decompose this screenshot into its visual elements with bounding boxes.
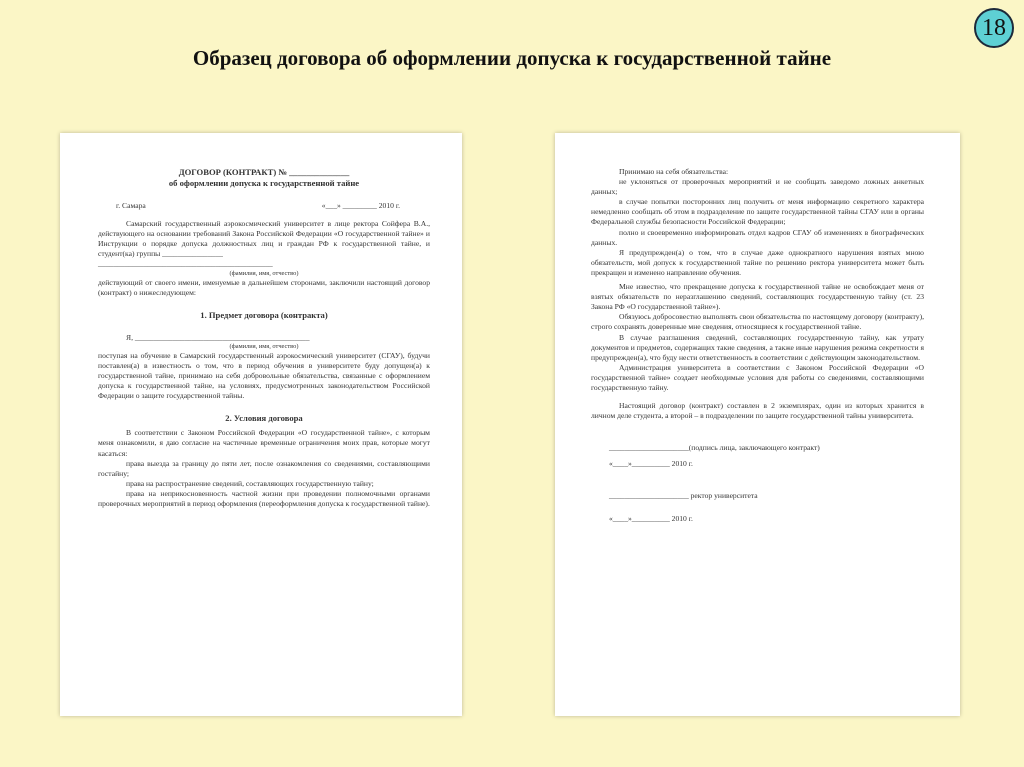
obligation-3: полно и своевременно информировать отдел кадров СГАУ об изменениях в биографических данных. [591,227,924,247]
parties-paragraph: действующий от своего имени, именуемые в дальнейшем сторонами, заключили настоящий договор (контракт) о нижеследующем: [98,277,430,297]
contract-page-1 [60,133,462,716]
rector-signature-line: _____________________ ректор университета [609,491,758,501]
student-signature-line: _____________________(подпись лица, заключающего контракт) [609,443,820,453]
liability-paragraph: В случае разглашения сведений, составляющих государственную тайну, как утрату документов и предметов, содержащих такие сведения, а также иные нарушения режима секретности я предупрежден(а), что буду нести ответственность в соответствии с действующим законодательством. [591,332,924,362]
section-1-title: 1. Предмет договора (контракта) [200,309,328,320]
ya-name-hint: (фамилия, имя, отчество) [229,342,299,350]
administration-paragraph: Администрация университета в соответствии с Законом Российской Федерации «О государственной тайне» создает необходимые условия для работы со сведениями, составляющими государственную тайну. [591,362,924,392]
contract-page-1-content [98,167,430,509]
ya-name-line: Я, ______________________________________________ [126,332,310,342]
obligations-intro: Принимаю на себя обязательства: [619,167,729,176]
contract-subheading: об оформлении допуска к государственной тайне [168,178,360,188]
restriction-item-3: права на неприкосновенность частной жизни при проведении полномочными органами проверочных мероприятий в период оформления (переоформления допуска к государственной тайне). [98,488,430,508]
restriction-item-1: права выезда за границу до пяти лет, после ознакомления со сведениями, составляющими гостайну; [98,458,430,478]
contract-date: «___» _________ 2010 г. [321,201,400,210]
section-2-text: В соответствии с Законом Российской Федерации «О государственной тайне», с которым меня ознакомили, я даю согласие на частичные временные ограничения моих прав, которые могут касаться: [98,428,430,458]
student-signature-date: «____»__________ 2010 г. [609,459,693,469]
slide-title: Образец договора об оформлении допуска к государственной тайне [192,46,832,70]
restriction-item-2: права на распространение сведений, составляющих государственную тайну; [126,478,374,488]
commitment-paragraph: Обязуюсь добросовестно выполнять свои обязательства по настоящему договору (контракту), строго сохранять доверенные мне сведения, относящиеся к государственной тайне. [591,312,924,332]
rector-signature-date: «____»__________ 2010 г. [609,513,693,523]
student-name-line: ______________________________________________ [98,259,273,269]
obligation-1: не уклоняться от проверочных мероприятий и не сообщать заведомо ложных анкетных данных; [591,177,924,197]
section-2-title: 2. Условия договора [225,413,303,424]
contract-page-2-content [591,167,924,524]
section-1-text: поступая на обучение в Самарский государственный аэрокосмический университет (СГАУ), будучи поставлен(а) в известность о том, что в период обучения в университете буду допущен(а) к государственной тайне, принимаю на себя добровольные обязательства, связанные с оформлением допуска к государственной тайне, на условиях, предусмотренных законодательством Российской Федерации о защите государственной тайны. [98,350,430,401]
contract-heading: ДОГОВОР (КОНТРАКТ) № ______________ [178,167,350,177]
student-name-hint: (фамилия, имя, отчество) [229,269,299,277]
city-date-row [98,201,430,211]
warning-paragraph: Я предупрежден(а) о том, что в случае даже однократного нарушения взятых мною обязательств, мой допуск к государственной тайне по решению ректора университета может быть прекращен и изменено направление обучения. [591,247,924,277]
intro-paragraph: Самарский государственный аэрокосмический университет в лице ректора Сойфера В.А., действующего на основании требований Закона Российской Федерации «О государственной тайне» и Инструкции о порядке допуска должностных лиц и граждан РФ к государственной тайне, и студент(ка) группы ________________ [98,219,430,259]
copies-paragraph: Настоящий договор (контракт) составлен в 2 экземплярах, один из которых хранится в личном деле студента, а второй – в подразделении по защите государственной тайны университета. [591,401,924,421]
obligation-2: в случае попытки посторонних лиц получить от меня информацию секретного характера немедленно сообщать об этом в подразделение по защите государственной тайны СГАУ или в органы Федеральной службы безопасности Российской Федерации; [591,197,924,227]
slide-number-badge: 18 [974,8,1014,48]
contract-city: г. Самара [116,201,146,210]
termination-paragraph: Мне известно, что прекращение допуска к государственной тайне не освобождает меня от взятых обязательств по неразглашению сведений, составляющих государственную тайну (ст. 23 Закона РФ «О государственной тайне»). [591,282,924,312]
contract-page-2 [555,133,960,716]
